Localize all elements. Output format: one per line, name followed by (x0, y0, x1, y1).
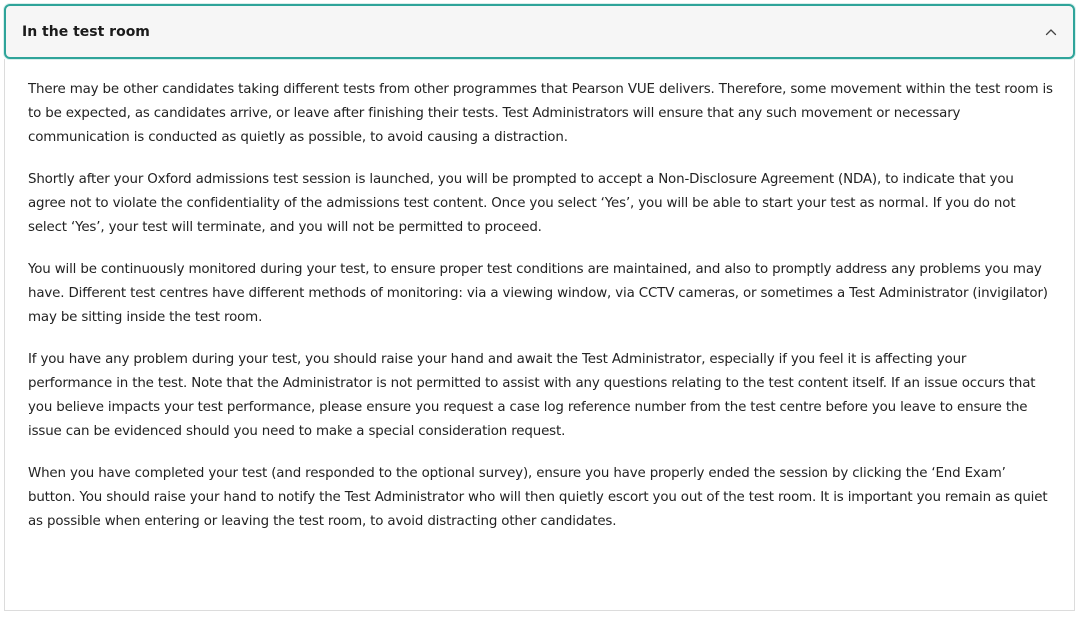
paragraph-monitoring: You will be continuously monitored during your test, to ensure proper test conditions are maintained, and also to promptly address any problems you may have. Different test centres have different methods of monitoring: via a viewing window, via CCTV cameras, or sometimes a Test Administrator (invigilator) may be sitting inside the test room. (28, 262, 1048, 325)
accordion-title: In the test room (22, 23, 150, 40)
accordion-in-the-test-room (4, 4, 1074, 611)
accordion-panel (4, 59, 1075, 611)
chevron-up-icon[interactable] (1043, 24, 1059, 40)
accordion-header[interactable] (4, 4, 1075, 59)
paragraph-nda: Shortly after your Oxford admissions test session is launched, you will be prompted to accept a Non-Disclosure Agreement (NDA), to indicate that you agree not to violate the confidentiality of the admissions test content. Once you select ‘Yes’, you will be able to start your test as normal. If you do not select ‘Yes’, your test will terminate, and you will not be permitted to proceed. (28, 172, 1016, 235)
paragraph-end-exam: When you have completed your test (and responded to the optional survey), ensure you have properly ended the session by clicking the ‘End Exam’ button. You should raise your hand to notify the Test Administrator who will then quietly escort you out of the test room. It is important you remain as quiet as possible when entering or leaving the test room, to avoid distracting other candidates. (28, 466, 1048, 529)
paragraph-problems: If you have any problem during your test, you should raise your hand and await the Test Administrator, especially if you feel it is affecting your performance in the test. Note that the Administrator is not permitted to assist with any questions relating to the test content itself. If an issue occurs that you believe impacts your test performance, please ensure you request a case log reference number from the test centre before you leave to ensure the issue can be evidenced should you need to make a special consideration request. (28, 352, 1036, 439)
paragraph-other-candidates: There may be other candidates taking different tests from other programmes that Pearson VUE delivers. Therefore, some movement within the test room is to be expected, as candidates arrive, or leave after finishing their tests. Test Administrators will ensure that any such movement or necessary communication is conducted as quietly as possible, to avoid causing a distraction. (28, 82, 1053, 145)
